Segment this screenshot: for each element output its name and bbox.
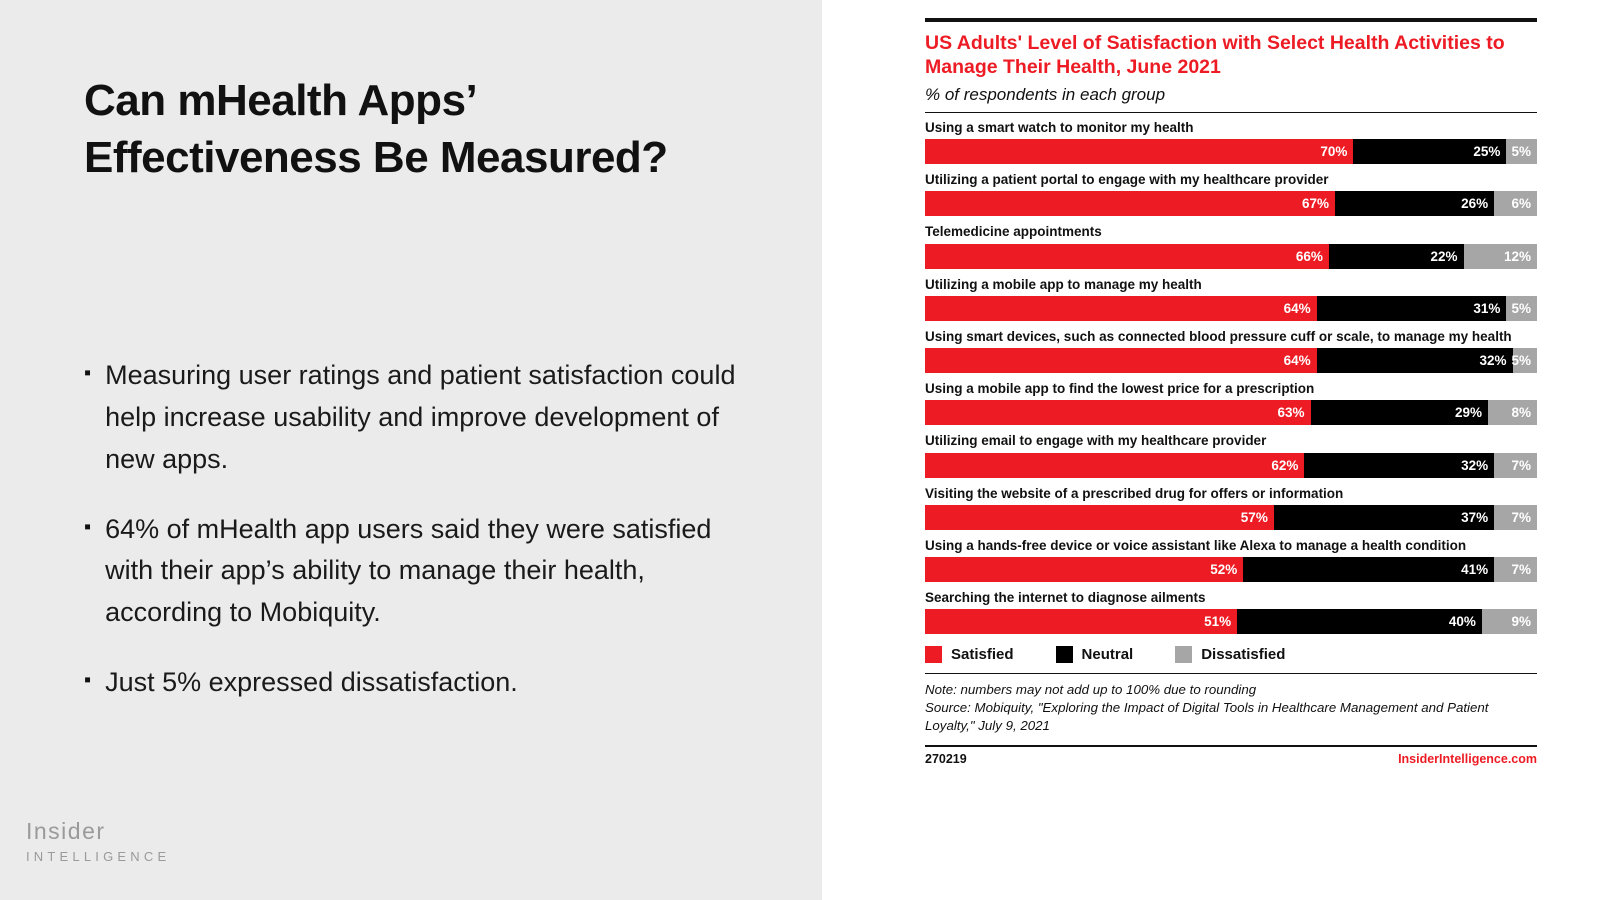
bar-segment-satisfied: 64% [925,348,1317,373]
chart-row [925,171,1537,216]
bar-segment-neutral: 31% [1317,296,1507,321]
chart-header-rule [925,112,1537,113]
bar-segment-neutral: 25% [1353,139,1506,164]
chart-row-label: Using a mobile app to find the lowest price for a prescription [925,381,1315,397]
bar-segment-dissatisfied: 8% [1488,400,1537,425]
stacked-bar [925,609,1537,634]
stacked-bar [925,296,1537,321]
bar-segment-neutral: 26% [1335,191,1494,216]
bar-segment-dissatisfied: 9% [1482,609,1537,634]
chart-row [925,223,1537,268]
stacked-bar [925,348,1537,373]
bar-segment-neutral: 22% [1329,244,1464,269]
bar-segment-dissatisfied: 7% [1494,505,1537,530]
chart-note: Note: numbers may not add up to 100% due to rounding [925,682,1257,698]
bar-segment-dissatisfied: 6% [1494,191,1537,216]
brand-logo [26,818,170,864]
chart-row-label: Utilizing email to engage with my healthcare provider [925,433,1267,449]
chart-row-label: Utilizing a patient portal to engage with my healthcare provider [925,172,1329,188]
chart-top-rule [925,18,1537,22]
chart-footer [925,752,1537,766]
list-item-text: Just 5% expressed dissatisfaction. [105,667,518,698]
chart-footer-rule [925,673,1537,674]
chart-row [925,537,1537,582]
chart-row [925,328,1537,373]
bar-segment-dissatisfied: 5% [1506,139,1537,164]
chart-row-label: Utilizing a mobile app to manage my health [925,276,1202,292]
bar-segment-dissatisfied: 7% [1494,557,1537,582]
page-title: Can mHealth Apps’ Effectiveness Be Measured? [84,76,668,183]
chart-row [925,485,1537,530]
stacked-bar [925,400,1537,425]
bar-segment-neutral: 32% [1317,348,1513,373]
stacked-bar [925,139,1537,164]
chart-row [925,276,1537,321]
list-item-text: Measuring user ratings and patient satisfaction could help increase usability and improve development of new apps. [105,360,736,474]
bullet-marker-icon: ▪ [84,669,92,692]
bar-segment-satisfied: 67% [925,191,1335,216]
chart-container [925,18,1537,766]
legend-item-neutral [1056,646,1134,663]
bar-segment-satisfied: 64% [925,296,1317,321]
chart-title: US Adults' Level of Satisfaction with Select Health Activities to Manage Their Health, June 2021 [925,32,1505,79]
chart-row-label: Searching the internet to diagnose ailments [925,590,1206,606]
legend-label: Satisfied [951,646,1014,664]
list-item [84,509,744,635]
chart-row [925,380,1537,425]
bullet-list [84,355,744,732]
legend-swatch-icon [1056,646,1073,663]
bar-segment-dissatisfied: 5% [1513,348,1537,373]
stacked-bar [925,505,1537,530]
chart-bottom-rule [925,745,1537,747]
bar-segment-neutral: 41% [1243,557,1494,582]
bar-segment-dissatisfied: 12% [1464,244,1537,269]
chart-source: Source: Mobiquity, "Exploring the Impact of Digital Tools in Healthcare Management and Patient Loyalty," July 9, 2021 [925,699,1489,733]
legend-label: Neutral [1081,646,1134,664]
bar-segment-satisfied: 62% [925,453,1304,478]
chart-id: 270219 [925,752,967,767]
chart-row [925,589,1537,634]
list-item-text: 64% of mHealth app users said they were satisfied with their app’s ability to manage their health, according to Mobiquity. [105,513,712,628]
chart-row [925,119,1537,164]
chart-panel [822,0,1600,900]
chart-source-url[interactable]: InsiderIntelligence.com [1398,752,1537,767]
legend-item-dissatisfied [1175,646,1285,663]
bar-segment-satisfied: 57% [925,505,1274,530]
bar-segment-neutral: 37% [1274,505,1494,530]
stacked-bar [925,244,1537,269]
bar-segment-satisfied: 63% [925,400,1311,425]
stacked-bar [925,557,1537,582]
legend-label: Dissatisfied [1201,646,1286,664]
list-item [84,662,744,704]
bar-segment-satisfied: 52% [925,557,1243,582]
chart-row-label: Telemedicine appointments [925,224,1102,240]
bar-segment-neutral: 32% [1304,453,1494,478]
bar-segment-dissatisfied: 5% [1506,296,1537,321]
bar-segment-satisfied: 51% [925,609,1237,634]
legend-swatch-icon [1175,646,1192,663]
bar-segment-dissatisfied: 7% [1494,453,1537,478]
chart-legend [925,646,1537,663]
chart-row-label: Using a smart watch to monitor my health [925,119,1194,135]
chart-row [925,432,1537,477]
bar-segment-satisfied: 70% [925,139,1353,164]
bar-segment-neutral: 40% [1237,609,1482,634]
bullet-marker-icon: ▪ [84,515,92,538]
chart-row-label: Using smart devices, such as connected blood pressure cuff or scale, to manage my health [925,328,1512,344]
chart-subtitle: % of respondents in each group [925,84,1166,104]
chart-rows [925,119,1537,635]
legend-swatch-icon [925,646,942,663]
chart-row-label: Visiting the website of a prescribed drug for offers or information [925,485,1344,501]
bullet-marker-icon: ▪ [84,362,92,384]
stacked-bar [925,191,1537,216]
bar-segment-satisfied: 66% [925,244,1329,269]
bar-segment-neutral: 29% [1311,400,1488,425]
chart-row-label: Using a hands-free device or voice assistant like Alexa to manage a health condition [925,537,1467,553]
brand-logo-secondary: INTELLIGENCE [26,849,171,864]
legend-item-satisfied [925,646,1014,663]
brand-logo-primary: Insider [26,818,106,844]
list-item [84,355,744,481]
stacked-bar [925,453,1537,478]
